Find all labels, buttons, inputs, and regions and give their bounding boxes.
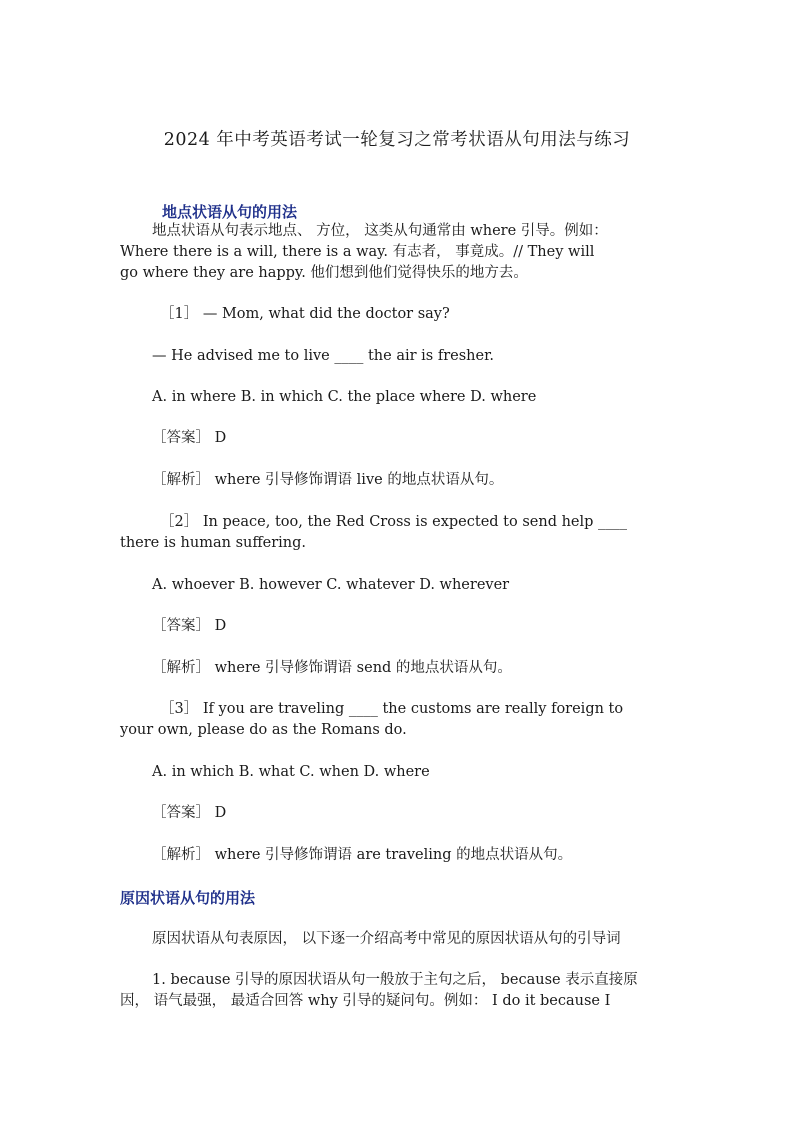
reason-intro: 原因状语从句表原因， 以下逐一介绍高考中常见的原因状语从句的引导词 <box>152 931 621 947</box>
section-heading-reason-clause: 原因状语从句的用法 <box>120 889 256 907</box>
q2-answer: ［答案］ D <box>152 618 227 634</box>
q3-stem-line-1: ［3］ If you are traveling ____ the customs are really foreign to <box>160 701 624 717</box>
q3-options: A. in which B. what C. when D. where <box>152 764 430 780</box>
q1-stem-line-1: ［1］ — Mom, what did the doctor say? <box>160 306 450 322</box>
reason-point-1-line-1: 1. because 引导的原因状语从句一般放于主句之后， because 表示直接原 <box>152 972 638 988</box>
q1-stem-line-2: — He advised me to live ____ the air is fresher. <box>152 348 495 364</box>
document-title: 2024 年中考英语考试一轮复习之常考状语从句用法与练习 <box>163 130 631 150</box>
q2-analysis: ［解析］ where 引导修饰谓语 send 的地点状语从句。 <box>152 660 512 676</box>
reason-point-1-line-2: 因， 语气最强， 最适合回答 why 引导的疑问句。例如： I do it because I <box>120 993 611 1009</box>
q2-options: A. whoever B. however C. whatever D. wherever <box>152 577 510 593</box>
q3-analysis: ［解析］ where 引导修饰谓语 are traveling 的地点状语从句。 <box>152 847 573 863</box>
q2-stem-line-2: there is human suffering. <box>120 535 307 551</box>
q1-options: A. in where B. in which C. the place where D. where <box>152 389 537 405</box>
q3-stem-line-2: your own, please do as the Romans do. <box>120 722 407 738</box>
intro-line-3: go where they are happy. 他们想到他们觉得快乐的地方去。 <box>120 265 528 281</box>
q2-stem-line-1: ［2］ In peace, too, the Red Cross is expected to send help ____ <box>160 514 628 530</box>
section-heading-place-clause: 地点状语从句的用法 <box>162 203 298 221</box>
intro-line-2: Where there is a will, there is a way. 有志者， 事竟成。// They will <box>120 244 595 260</box>
q1-analysis: ［解析］ where 引导修饰谓语 live 的地点状语从句。 <box>152 472 504 488</box>
intro-line-1: 地点状语从句表示地点、 方位， 这类从句通常由 where 引导。例如： <box>152 223 608 239</box>
q1-answer: ［答案］ D <box>152 430 227 446</box>
q3-answer: ［答案］ D <box>152 805 227 821</box>
